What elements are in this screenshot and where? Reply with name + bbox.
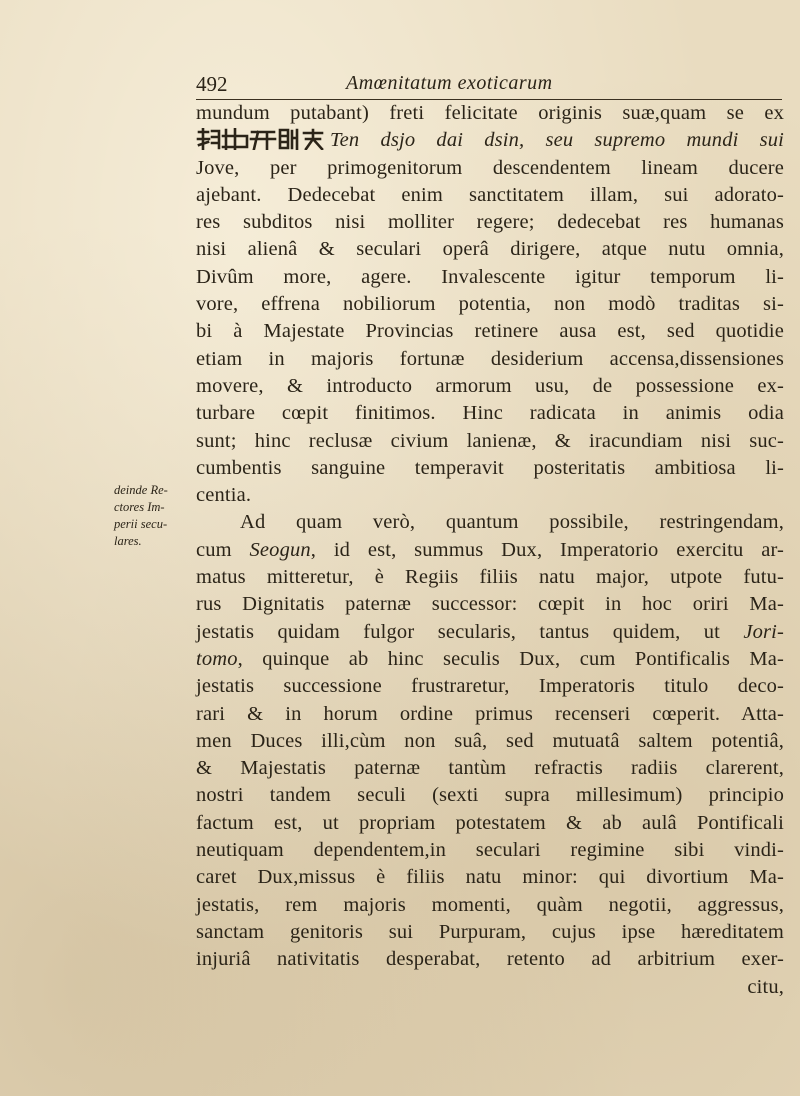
catchword: citu,	[747, 975, 784, 998]
text-line: nostri tandem seculi (sexti supra millesimum) principio	[196, 784, 784, 807]
text-fragment: cum	[196, 538, 250, 561]
text-line	[196, 537, 784, 564]
text-line: matus mitteretur, è Regiis filiis natu major, utpote futu-	[196, 566, 784, 589]
text-line: rari & in horum ordine primus recenseri cœperit. Atta-	[196, 702, 784, 725]
text-line: nisi alienâ & seculari operâ dirigere, atque nutu omnia,	[196, 238, 784, 261]
text-line: mundum putabant) freti felicitate originis suæ,quam se ex	[196, 102, 784, 124]
text-line	[196, 127, 784, 154]
text-line: cumbentis sanguine temperavit posteritatis ambitiosa li-	[196, 456, 784, 479]
text-line: bi à Majestate Provincias retinere ausa est, sed quotidie	[196, 320, 784, 343]
text-line: Divûm more, agere. Invalescente igitur temporum li-	[196, 265, 784, 288]
text-line: Ad quam verò, quantum possibile, restringendam,	[240, 511, 784, 534]
text-line: movere, & introducto armorum usu, de possessione ex-	[196, 374, 784, 397]
page-header	[196, 72, 782, 102]
text-line: men Duces illi,cùm non suâ, sed mutuatâ saltem potentiâ,	[196, 729, 784, 752]
text-line: injuriâ nativitatis desperabat, retento ad arbitrium exer-	[196, 948, 784, 971]
text-line: neutiquam dependentem,in seculari regimine sibi vindi-	[196, 839, 784, 862]
text-line-italic: Jori-	[743, 620, 784, 643]
text-line: & Majestatis paternæ tantùm refractis radiis clarerent,	[196, 757, 784, 780]
text-line	[196, 619, 784, 646]
text-line: sanctam genitoris sui Purpuram, cujus ipse hæreditatem	[196, 920, 784, 943]
marginal-note	[114, 482, 194, 550]
marginal-note-line: perii secu-	[114, 517, 168, 531]
marginal-note-line: deinde Re-	[114, 483, 168, 497]
marginal-note-line: ctores Im-	[114, 500, 165, 514]
text-line: centia.	[196, 484, 252, 507]
text-line: jestatis, rem majoris momenti, quàm negotii, aggressus,	[196, 893, 784, 916]
text-line: factum est, ut propriam potestatem & ab aulâ Pontificali	[196, 811, 784, 834]
text-line-italic: Seogun	[249, 538, 311, 561]
text-line: ajebant. Dedecebat enim sanctitatem illam, sui adorato-	[196, 183, 784, 206]
text-line: turbare cœpit finitimos. Hinc radicata in animis odia	[196, 402, 784, 425]
page-number: 492	[196, 72, 228, 96]
text-line: res subditos nisi molliter regere; dedecebat res humanas	[196, 211, 784, 234]
text-line: jestatis successione frustraretur, Imperatoris titulo deco-	[196, 675, 784, 698]
text-line-italic: tomo	[196, 647, 238, 670]
text-line: rus Dignitatis paternæ successor: cœpit in hoc oriri Ma-	[196, 593, 784, 616]
text-line: etiam in majoris fortunæ desiderium accensa,dissensiones	[196, 347, 784, 370]
marginal-note-line: lares.	[114, 534, 142, 548]
running-title: Amœnitatum exoticarum	[346, 72, 553, 94]
body-text	[196, 100, 784, 1001]
text-line-italic: Ten dsjo dai dsin, seu supremo mundi sui	[330, 129, 784, 152]
chinese-characters-icon	[196, 128, 324, 150]
text-fragment: jestatis quidam fulgor secularis, tantus quidem, ut	[196, 620, 744, 643]
text-line: sunt; hinc reclusæ civium lanienæ, & iracundiam nisi suc-	[196, 429, 784, 452]
text-line	[196, 646, 784, 673]
text-fragment: , quinque ab hinc seculis Dux, cum Pontificalis Ma-	[237, 647, 784, 670]
text-line: caret Dux,missus è filiis natu minor: qui divortium Ma-	[196, 866, 784, 889]
text-line: Jove, per primogenitorum descendentem lineam ducere	[196, 156, 784, 179]
text-line: vore, effrena nobiliorum potentia, non modò traditas si-	[196, 293, 784, 316]
text-fragment: , id est, summus Dux, Imperatorio exercitu ar-	[310, 538, 784, 561]
